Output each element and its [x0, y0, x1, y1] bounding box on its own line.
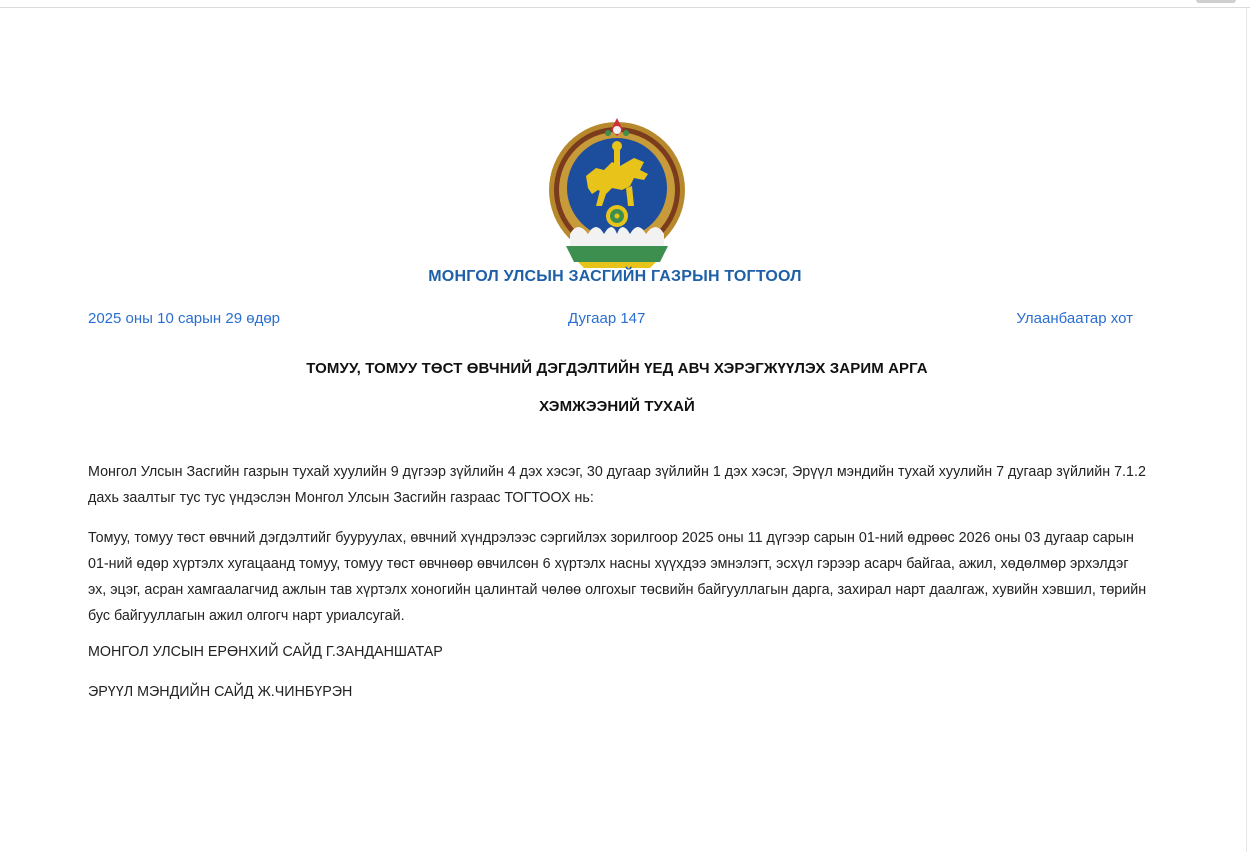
document-heading-line1: ТОМУУ, ТОМУУ ТӨСТ ӨВЧНИЙ ДЭГДЭЛТИЙН ҮЕД АВЧ ХЭРЭГЖҮҮЛЭХ ЗАРИМ АРГА [306, 360, 928, 377]
window-control[interactable] [1196, 0, 1236, 3]
state-emblem-icon [548, 116, 686, 268]
document-meta [88, 310, 1133, 330]
document-heading-line2: ХЭМЖЭЭНИЙ ТУХАЙ [539, 398, 695, 415]
document-place: Улаанбаатар хот [1016, 310, 1133, 327]
document-title: МОНГОЛ УЛСЫН ЗАСГИЙН ГАЗРЫН ТОГТООЛ [428, 268, 802, 285]
right-divider [1246, 8, 1247, 852]
decision-paragraph: Томуу, томуу төст өвчний дэгдэлтийг бууруулах, өвчний хүндрэлээс сэргийлэх зорилгоор 2025 оны 11 дүгээр сарын 01-ний өдрөөс 2026 оны 03 дугаар сарын 01-ний өдөр хүртэлх хугацаанд томуу, томуу төст өвчнөөр өвчилсөн 6 хүртэлх насны хүүхдээ эмнэлэгт, эсхүл гэрээр асарч байгаа, ажил, хөдөлмөр эрхэлдэг эх, эцэг, асран хамгаалагчид ажлын тав хүртэлх хоногийн цалинтай чөлөө олгохыг төсвийн байгууллагын дарга, захирал нарт даалгаж, хувийн хэвшил, төрийн бус байгууллагын ажил олгогч нарт уриалсугай. [88, 530, 1147, 624]
signatory-prime-minister: МОНГОЛ УЛСЫН ЕРӨНХИЙ САЙД Г.ЗАНДАНШАТАР [88, 644, 443, 660]
preamble-paragraph: Монгол Улсын Засгийн газрын тухай хуулийн 9 дүгээр зүйлийн 4 дэх хэсэг, 30 дугаар зүйлийн 1 дэх хэсэг, Эрүүл мэндийн тухай хуулийн 7 дугаар зүйлийн 7.1.2 дахь заалтыг тус тус үндэслэн Монгол Улсын Засгийн газраас ТОГТООХ нь: [88, 464, 1146, 506]
document-number: Дугаар 147 [568, 310, 646, 327]
document-date: 2025 оны 10 сарын 29 өдөр [88, 310, 281, 327]
top-divider [0, 7, 1250, 8]
signatory-health-minister: ЭРҮҮЛ МЭНДИЙН САЙД Ж.ЧИНБҮРЭН [88, 684, 353, 700]
